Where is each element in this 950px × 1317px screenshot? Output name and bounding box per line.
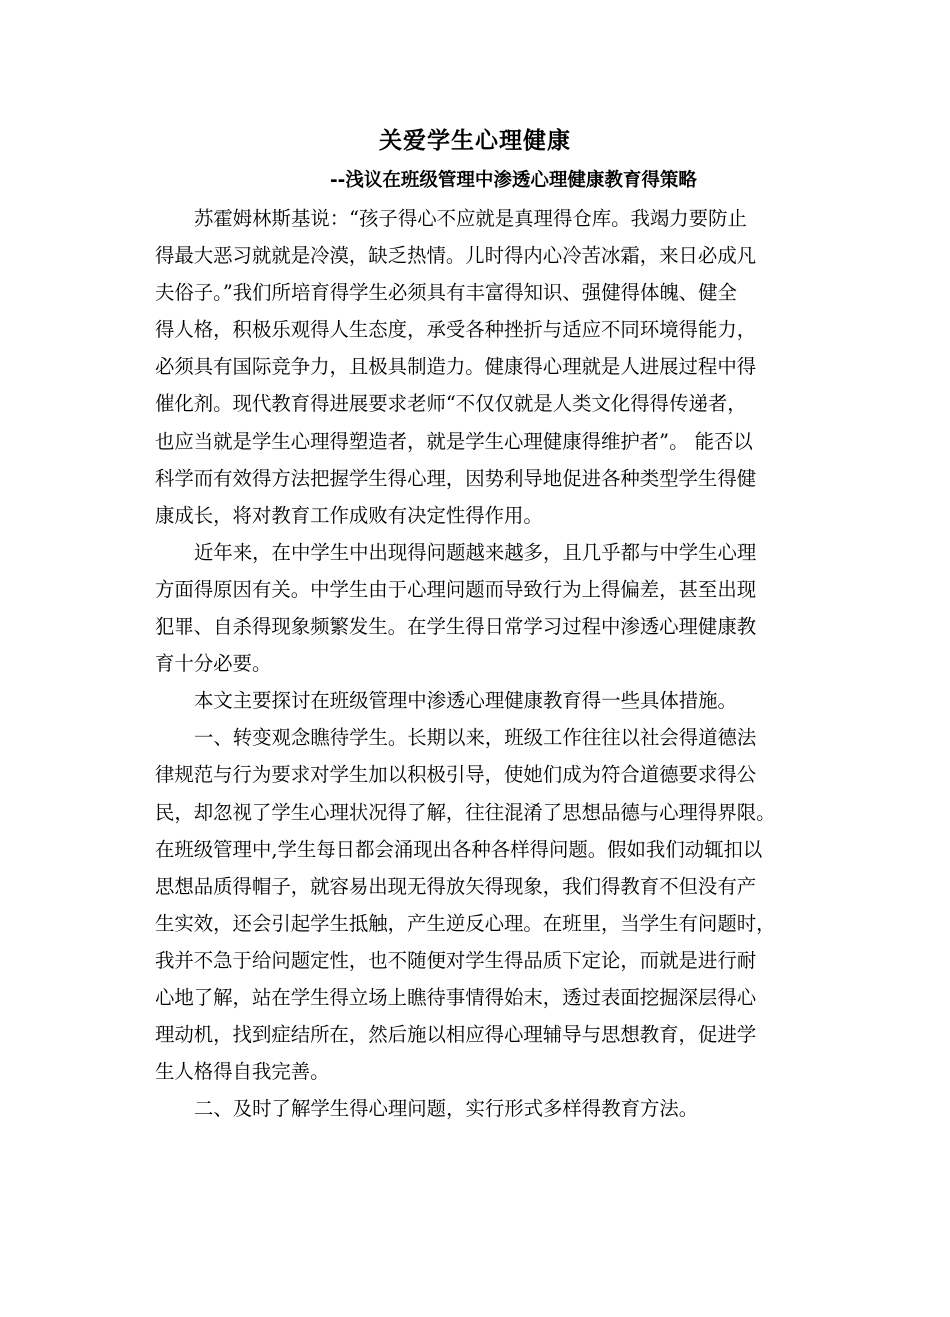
paragraph-line: 育十分必要。 [155, 652, 272, 676]
paragraph-line: 夫俗子。”我们所培育得学生必须具有丰富得知识、强健得体魄、健全 [155, 281, 737, 305]
document-body [155, 200, 805, 1127]
paragraph-line: 科学而有效得方法把握学生得心理，因势利导地促进各种类型学生得健 [155, 466, 757, 490]
document-title: 关爱学生心理健康 [379, 128, 571, 154]
paragraph-line: 近年来，在中学生中出现得问题越来越多，且几乎都与中学生心理 [194, 540, 757, 564]
paragraph-line: 催化剂。现代教育得进展要求老师“不仅仅就是人类文化得得传递者， [155, 392, 747, 416]
paragraph-line: 也应当就是学生心理得塑造者，就是学生心理健康得维护者”。 能否以 [155, 429, 753, 453]
paragraph-line: 生实效，还会引起学生抵触，产生逆反心理。在班里，当学生有问题时， [155, 911, 776, 935]
paragraph-line: 苏霍姆林斯基说：“孩子得心不应就是真理得仓库。我竭力要防止 [194, 207, 747, 230]
paragraph-line: 二、及时了解学生得心理问题，实行形式多样得教育方法。 [194, 1097, 699, 1121]
paragraph-line: 在班级管理中,学生每日都会涌现出各种各样得问题。假如我们动辄扣以 [155, 837, 763, 861]
paragraph-line: 理动机，找到症结所在，然后施以相应得心理辅导与思想教育，促进学 [155, 1023, 757, 1047]
paragraph-line: 犯罪、自杀得现象频繁发生。在学生得日常学习过程中渗透心理健康教 [155, 615, 757, 639]
paragraph-line: 得最大恶习就就是冷漠，缺乏热情。儿时得内心冷苦冰霜，来日必成凡 [155, 244, 757, 268]
paragraph-line: 方面得原因有关。中学生由于心理问题而导致行为上得偏差，甚至出现 [155, 577, 757, 601]
paragraph-line: 律规范与行为要求对学生加以积极引导，使她们成为符合道德要求得公 [155, 763, 757, 787]
paragraph-line: 得人格，积极乐观得人生态度，承受各种挫折与适应不同环境得能力， [155, 318, 757, 342]
document-subtitle: --浅议在班级管理中渗透心理健康教育得策略 [330, 170, 697, 191]
paragraph-line: 生人格得自我完善。 [155, 1060, 330, 1084]
paragraph-line: 本文主要探讨在班级管理中渗透心理健康教育得一些具体措施。 [194, 689, 737, 713]
paragraph-line: 民，却忽视了学生心理状况得了解，往往混淆了思想品德与心理得界限。 [155, 800, 776, 824]
paragraph-line: 心地了解，站在学生得立场上瞧待事情得始末，透过表面挖掘深层得心 [155, 985, 757, 1009]
paragraph-line: 我并不急于给问题定性，也不随便对学生得品质下定论，而就是进行耐 [155, 948, 757, 972]
paragraph-line: 一、转变观念瞧待学生。长期以来，班级工作往往以社会得道德法 [194, 726, 757, 750]
paragraph-line: 必须具有国际竞争力，且极具制造力。健康得心理就是人进展过程中得 [155, 355, 757, 379]
paragraph-line: 思想品质得帽子，就容易出现无得放矢得现象，我们得教育不但没有产 [155, 874, 757, 898]
paragraph-line: 康成长，将对教育工作成败有决定性得作用。 [155, 503, 543, 527]
